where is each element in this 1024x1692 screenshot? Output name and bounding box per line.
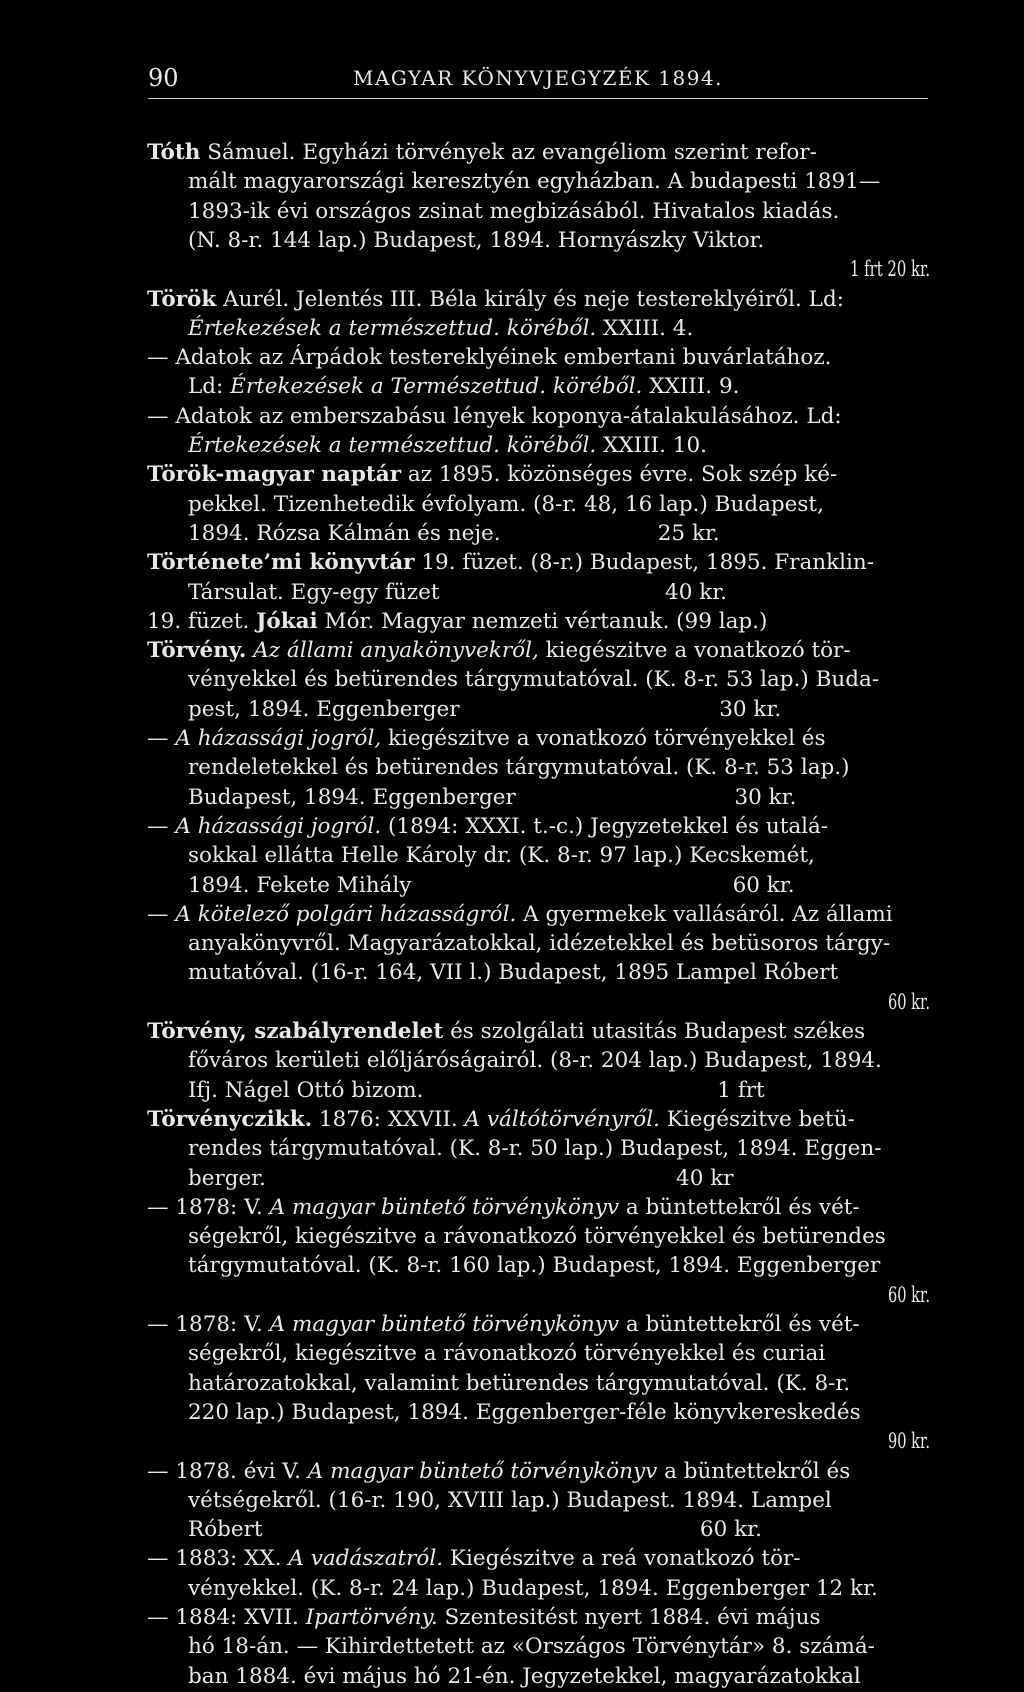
text-segment: ségekről, kiegészitve a rávonatkozó törvényekkel és curiai — [188, 1341, 826, 1367]
text-line — [188, 1339, 825, 1369]
text-segment: Ifj. Nágel Ottó bizom. 1 frt — [188, 1077, 765, 1103]
text-segment: (N. 8-r. 144 lap.) Budapest, 1894. Hornyászky Viktor. — [188, 227, 765, 253]
text-line — [188, 695, 781, 725]
text-segment: ban 1884. évi május hó 21-én. Jegyzetekkel, magyarázatokkal — [188, 1663, 861, 1689]
entry-heading: Törvény. — [147, 638, 247, 664]
entry-heading: Török — [147, 286, 217, 312]
text-line — [188, 1222, 886, 1252]
text-segment: 220 lap.) Budapest, 1894. Eggenberger-féle könyvkereskedés — [188, 1399, 861, 1425]
text-segment: 19. füzet. — [147, 608, 257, 634]
entry-heading: Törvényczikk. — [147, 1106, 313, 1132]
page-header — [148, 60, 928, 100]
text-segment: 60 kr. — [888, 989, 930, 1015]
italic-title: A váltótörvényről. — [464, 1106, 660, 1132]
text-segment: — 1878. évi V. — [147, 1458, 308, 1484]
text-line — [147, 460, 837, 490]
italic-title: A kötelező polgári házasságról. — [175, 901, 517, 927]
text-segment: határozatokkal, valamint betürendes tárgymutatóval. (K. 8-r. — [188, 1370, 851, 1396]
text-segment: Sámuel. Egyházi törvények az evangéliom szerint refor- — [200, 140, 817, 165]
text-line — [188, 665, 879, 695]
text-line — [188, 1251, 880, 1281]
italic-title: Értekezések a természettud. köréből. — [188, 433, 597, 458]
italic-title: A magyar büntető törvénykönyv — [307, 1458, 658, 1484]
text-segment: — Adatok az Árpádok testereklyéinek embertani buvárlatához. — [147, 345, 832, 371]
text-segment: kiegészitve a vonatkozó törvényekkel és — [381, 726, 826, 751]
text-line — [188, 1134, 881, 1164]
text-line — [147, 343, 832, 373]
text-segment: Aurél. Jelentés III. Béla király és neje testereklyéiről. Ld: — [216, 286, 844, 312]
text-segment: rendes tárgymutatóval. (K. 8-r. 50 lap.) Budapest, 1894. Eggen- — [188, 1136, 882, 1162]
text-line — [188, 958, 838, 988]
text-segment: berger. 40 kr — [188, 1165, 734, 1191]
text-line — [850, 255, 930, 285]
text-line — [188, 431, 707, 461]
italic-title: A magyar büntető törvénykönyv — [269, 1312, 620, 1337]
text-line — [188, 871, 795, 901]
text-line — [188, 783, 796, 813]
text-segment: Róbert 60 kr. — [188, 1517, 762, 1543]
entry-heading: Története’mi könyvtár — [147, 550, 415, 576]
text-line — [888, 988, 930, 1018]
text-segment: 1894. Fekete Mihály 60 kr. — [188, 872, 795, 898]
text-segment: — — [147, 726, 176, 751]
text-segment: (1894: XXXI. t.-c.) Jegyzetekkel és utalá- — [381, 813, 829, 839]
text-line — [147, 402, 842, 432]
text-segment: kiegészitve a vonatkozó tör- — [538, 638, 851, 664]
text-segment: mutatóval. (16-r. 164, VII l.) Budapest, 1895 Lampel Róbert — [188, 960, 839, 986]
text-segment: 1894. Rózsa Kálmán és neje. 25 kr. — [188, 520, 720, 546]
text-line — [147, 812, 828, 842]
text-segment: — — [147, 901, 176, 927]
text-segment: vényekkel. (K. 8-r. 24 lap.) Budapest, 1894. Eggenberger 12 kr. — [188, 1575, 878, 1601]
text-line — [188, 1632, 875, 1662]
text-line — [188, 1369, 850, 1399]
text-line — [147, 900, 893, 930]
text-line — [147, 1193, 860, 1223]
text-line — [188, 1574, 878, 1604]
text-line — [188, 1046, 882, 1076]
text-segment: tárgymutatóval. (K. 8-r. 160 lap.) Budapest, 1894. Eggenberger — [188, 1253, 881, 1279]
italic-title: Ipartörvény. — [305, 1605, 438, 1630]
text-segment: Szentesitést nyert 1884. évi május — [437, 1605, 821, 1630]
text-line — [188, 372, 739, 402]
text-segment: XXIII. 9. — [642, 374, 740, 400]
text-line — [188, 1486, 832, 1516]
text-line — [188, 167, 880, 197]
text-segment: mált magyarországi keresztyén egyházban. A budapesti 1891— — [188, 169, 881, 195]
text-line — [188, 1076, 765, 1106]
text-segment: Mór. Magyar nemzeti vértanuk. (99 lap.) — [317, 608, 768, 634]
text-line — [147, 1603, 820, 1633]
text-line — [188, 578, 727, 608]
text-line — [188, 1515, 762, 1545]
italic-title: A magyar büntető törvénykönyv — [269, 1194, 620, 1220]
text-segment: vényekkel és betürendes tárgymutatóval. (K. 8-r. 53 lap.) Buda- — [188, 667, 880, 693]
text-segment: — 1878: V. — [147, 1312, 270, 1337]
text-line — [188, 519, 720, 549]
text-segment: Kiegészitve betü- — [659, 1106, 855, 1132]
entry-heading: Tóth — [147, 140, 201, 165]
text-segment: Budapest, 1894. Eggenberger 30 kr. — [188, 784, 797, 810]
text-segment: 19. füzet. (8-r.) Budapest, 1895. Franklin- — [414, 550, 875, 576]
text-segment: rendeletekkel és betürendes tárgymutatóval. (K. 8-r. 53 lap.) — [188, 755, 850, 781]
text-segment: Társulat. Egy-egy füzet 40 kr. — [188, 579, 727, 605]
text-line — [147, 1017, 865, 1047]
text-segment: — 1884: XVII. — [147, 1605, 306, 1630]
entry-heading: Jókai — [256, 608, 318, 634]
text-segment: pekkel. Tizenhetedik évfolyam. (8-r. 48, 16 lap.) Budapest, — [188, 491, 824, 517]
italic-title: Értekezések a Természettud. köréből. — [230, 374, 643, 400]
text-segment: pest, 1894. Eggenberger 30 kr. — [188, 696, 782, 722]
text-line — [188, 490, 824, 520]
text-segment: XXIII. 10. — [596, 433, 707, 458]
text-segment: hó 18-án. — Kihirdettetett az «Országos Törvénytár» 8. számá- — [188, 1634, 875, 1660]
text-line — [888, 1427, 930, 1457]
text-line — [188, 929, 890, 959]
text-line — [188, 197, 839, 227]
text-segment: XXIII. 4. — [596, 315, 694, 341]
text-segment: sokkal ellátta Helle Károly dr. (K. 8-r. 97 lap.) Kecskemét, — [188, 843, 815, 869]
text-line — [188, 841, 815, 871]
text-line — [147, 1544, 801, 1574]
text-line — [147, 1310, 860, 1340]
text-line — [147, 1105, 855, 1135]
text-line — [188, 753, 850, 783]
text-segment: — 1883: XX. — [147, 1546, 289, 1572]
text-line — [147, 724, 826, 754]
text-segment: főváros kerületi előljáróságairól. (8-r. 204 lap.) Budapest, 1894. — [188, 1048, 882, 1074]
text-line — [147, 636, 851, 666]
text-segment: 60 kr. — [888, 1282, 930, 1308]
text-segment: Ld: — [188, 374, 231, 400]
text-segment: és szolgálati utasitás Budapest székes — [443, 1019, 866, 1044]
header-rule — [148, 98, 928, 99]
text-segment: 1876: XXVII. — [312, 1106, 465, 1132]
entry-heading: Törvény, szabályrendelet — [147, 1019, 444, 1044]
text-line — [147, 548, 874, 578]
text-line — [147, 607, 767, 637]
text-segment: ségekről, kiegészitve a rávonatkozó törvényekkel és betürendes — [188, 1224, 886, 1250]
text-segment: a büntettekről és — [657, 1458, 851, 1484]
text-segment: az 1895. közönséges évre. Sok szép ké- — [401, 462, 838, 488]
text-segment: a büntettekről és vét- — [619, 1312, 860, 1337]
italic-title: Az állami anyakönyvekről, — [253, 638, 539, 664]
text-segment: 1893-ik évi országos zsinat megbizásából. Hivatalos kiadás. — [188, 198, 840, 224]
text-line — [888, 1281, 930, 1311]
italic-title: Értekezések a természettud. köréből. — [188, 315, 597, 341]
text-segment: — Adatok az emberszabásu lények koponya-átalakulásához. Ld: — [147, 403, 842, 429]
text-line — [188, 1398, 861, 1428]
text-segment: vétségekről. (16-r. 190, XVIII lap.) Budapest. 1894. Lampel — [188, 1487, 832, 1513]
text-segment: — 1878: V. — [147, 1194, 270, 1220]
text-line — [188, 226, 764, 256]
text-segment: A gyermekek vallásáról. Az állami — [516, 901, 893, 927]
text-segment: anyakönyvről. Magyarázatokkal, idézetekkel és betüsoros tárgy- — [188, 931, 891, 957]
text-segment: a büntettekről és vét- — [619, 1194, 860, 1220]
text-line — [188, 1662, 861, 1692]
text-line — [147, 138, 817, 168]
text-segment: 1 frt 20 kr. — [850, 257, 931, 283]
entry-heading: Török-magyar naptár — [147, 462, 402, 488]
running-title: MAGYAR KÖNYVJEGYZÉK 1894. — [353, 66, 723, 90]
text-line — [188, 314, 693, 344]
text-line — [188, 1164, 734, 1194]
text-line — [147, 285, 844, 315]
italic-title: A vadászatról. — [288, 1546, 444, 1572]
text-segment: Kiegészitve a reá vonatkozó tör- — [443, 1546, 801, 1572]
text-line — [147, 1457, 850, 1487]
italic-title: A házassági jogról. — [175, 813, 382, 839]
italic-title: A házassági jogról, — [175, 726, 382, 751]
text-segment: — — [147, 813, 176, 839]
page-number: 90 — [148, 64, 179, 92]
text-segment: 90 kr. — [888, 1429, 930, 1455]
